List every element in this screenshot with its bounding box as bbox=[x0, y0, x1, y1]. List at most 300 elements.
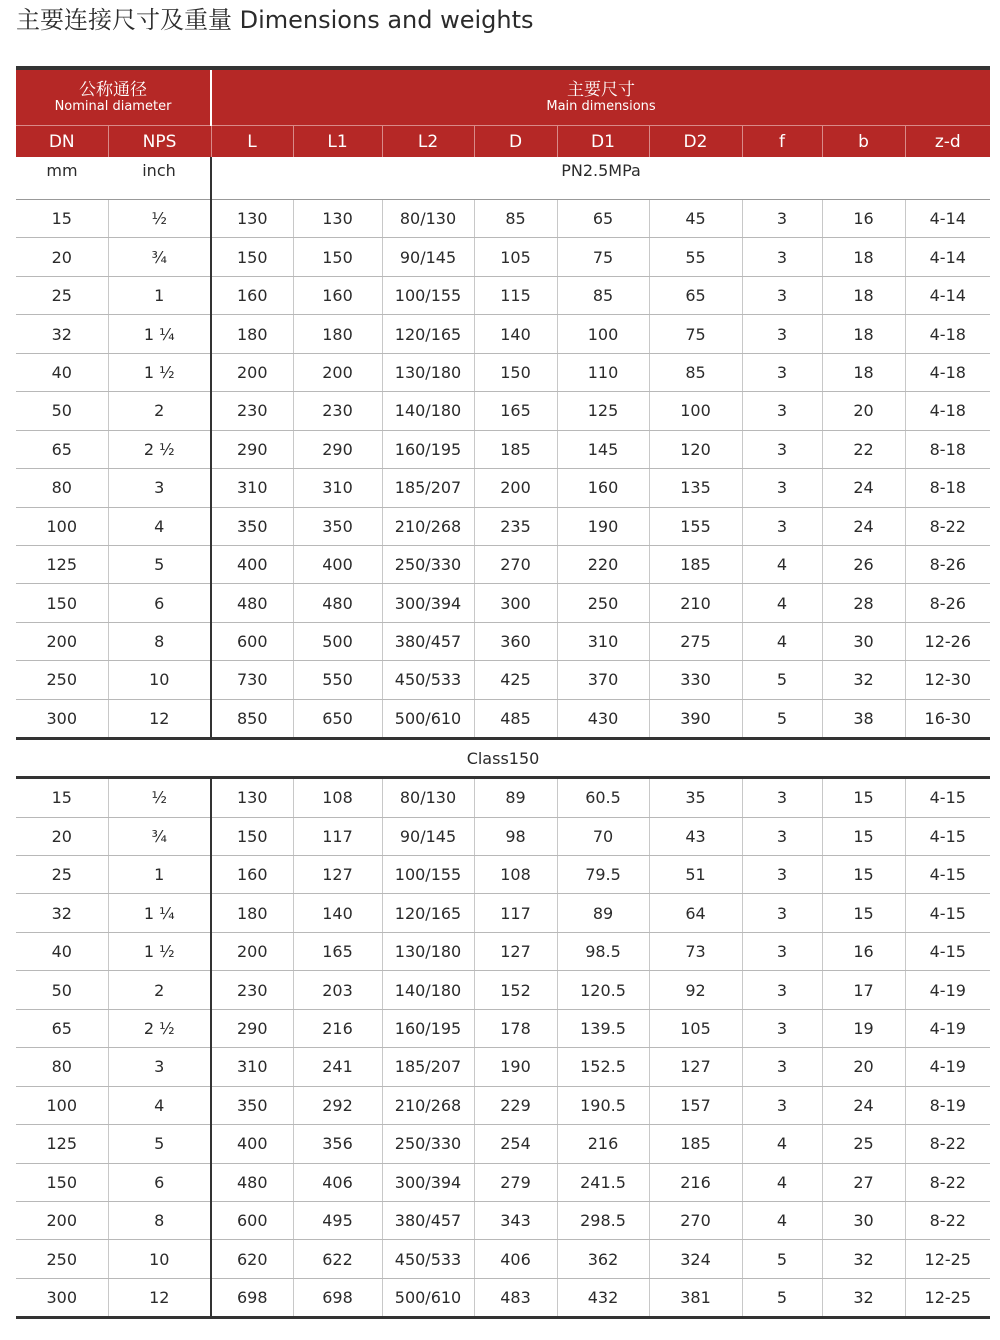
table-cell: 19 bbox=[822, 1009, 905, 1047]
table-cell: 1 ½ bbox=[108, 353, 211, 391]
table-cell: 480 bbox=[293, 584, 382, 622]
table-cell: 4-15 bbox=[905, 894, 990, 932]
table-cell: 3 bbox=[742, 469, 822, 507]
table-cell: 5 bbox=[742, 1240, 822, 1278]
table-row bbox=[16, 584, 990, 622]
table-cell: 16 bbox=[822, 200, 905, 238]
table-cell: 155 bbox=[649, 507, 742, 545]
table-cell: 4 bbox=[742, 622, 822, 660]
table-cell: 500 bbox=[293, 622, 382, 660]
table-cell: 430 bbox=[557, 699, 649, 738]
table-cell: 4-19 bbox=[905, 971, 990, 1009]
table-cell: 65 bbox=[649, 276, 742, 314]
table-cell: 100 bbox=[557, 315, 649, 353]
table-cell: 330 bbox=[649, 661, 742, 699]
table-cell: 310 bbox=[557, 622, 649, 660]
table-cell: 105 bbox=[649, 1009, 742, 1047]
table-cell: 4-19 bbox=[905, 1009, 990, 1047]
table-cell: 165 bbox=[293, 932, 382, 970]
table-cell: 150 bbox=[16, 584, 108, 622]
table-cell: 50 bbox=[16, 971, 108, 1009]
table-cell: 8-18 bbox=[905, 430, 990, 468]
table-cell: 15 bbox=[16, 200, 108, 238]
table-cell: 20 bbox=[16, 817, 108, 855]
table-cell: 180 bbox=[211, 315, 293, 353]
table-cell: ¾ bbox=[108, 817, 211, 855]
table-cell: 24 bbox=[822, 469, 905, 507]
table-cell: 115 bbox=[474, 276, 557, 314]
table-cell: 406 bbox=[474, 1240, 557, 1278]
table-cell: 3 bbox=[742, 200, 822, 238]
table-row bbox=[16, 1125, 990, 1163]
table-cell: 100/155 bbox=[382, 276, 474, 314]
table-cell: 279 bbox=[474, 1163, 557, 1201]
table-cell: 4 bbox=[108, 507, 211, 545]
table-cell: 4 bbox=[742, 1163, 822, 1201]
table-cell: 80 bbox=[16, 469, 108, 507]
nominal-diameter-zh: 公称通径 bbox=[79, 79, 147, 100]
table-cell: 500/610 bbox=[382, 1278, 474, 1317]
table-cell: 135 bbox=[649, 469, 742, 507]
table-cell: 28 bbox=[822, 584, 905, 622]
table-row bbox=[16, 1163, 990, 1201]
table-cell: 3 bbox=[742, 430, 822, 468]
table-cell: 4-19 bbox=[905, 1048, 990, 1086]
table-cell: 18 bbox=[822, 353, 905, 391]
table-cell: 350 bbox=[211, 1086, 293, 1124]
table-cell: 40 bbox=[16, 353, 108, 391]
column-header: z-d bbox=[905, 126, 990, 158]
table-cell: 35 bbox=[649, 778, 742, 817]
table-cell: 230 bbox=[293, 392, 382, 430]
table-cell: 190.5 bbox=[557, 1086, 649, 1124]
table-cell: 8-22 bbox=[905, 1163, 990, 1201]
table-cell: 360 bbox=[474, 622, 557, 660]
nominal-diameter-en: Nominal diameter bbox=[54, 98, 172, 114]
table-cell: 152.5 bbox=[557, 1048, 649, 1086]
table-row bbox=[16, 1009, 990, 1047]
table-cell: 4 bbox=[742, 1125, 822, 1163]
table-row bbox=[16, 622, 990, 660]
table-cell: 483 bbox=[474, 1278, 557, 1317]
table-cell: 450/533 bbox=[382, 1240, 474, 1278]
table-cell: 1 ¼ bbox=[108, 894, 211, 932]
table-cell: 100/155 bbox=[382, 856, 474, 894]
table-row bbox=[16, 238, 990, 276]
table-cell: 32 bbox=[16, 315, 108, 353]
table-cell: 4-18 bbox=[905, 315, 990, 353]
table-cell: 139.5 bbox=[557, 1009, 649, 1047]
table-cell: 73 bbox=[649, 932, 742, 970]
table-cell: 17 bbox=[822, 971, 905, 1009]
table-cell: 495 bbox=[293, 1201, 382, 1239]
table-cell: 4-15 bbox=[905, 856, 990, 894]
table-cell: 105 bbox=[474, 238, 557, 276]
column-header: L bbox=[211, 126, 293, 158]
table-cell: 3 bbox=[742, 971, 822, 1009]
table-cell: 6 bbox=[108, 1163, 211, 1201]
table-cell: 650 bbox=[293, 699, 382, 738]
table-cell: 6 bbox=[108, 584, 211, 622]
table-cell: 450/533 bbox=[382, 661, 474, 699]
table-cell: 250 bbox=[557, 584, 649, 622]
table-cell: 16-30 bbox=[905, 699, 990, 738]
table-cell: 425 bbox=[474, 661, 557, 699]
table-cell: 150 bbox=[211, 817, 293, 855]
units-row bbox=[16, 157, 990, 200]
table-cell: 5 bbox=[108, 545, 211, 583]
table-cell: 117 bbox=[293, 817, 382, 855]
table-cell: 4-15 bbox=[905, 932, 990, 970]
page-title: 主要连接尺寸及重量 Dimensions and weights bbox=[16, 6, 534, 34]
column-header: NPS bbox=[108, 126, 211, 158]
column-header-row bbox=[16, 126, 990, 158]
table-cell: 130 bbox=[293, 200, 382, 238]
table-cell: 1 bbox=[108, 856, 211, 894]
table-cell: 4-18 bbox=[905, 392, 990, 430]
table-cell: 120/165 bbox=[382, 315, 474, 353]
table-cell: 90/145 bbox=[382, 817, 474, 855]
table-row bbox=[16, 507, 990, 545]
table-cell: 500/610 bbox=[382, 699, 474, 738]
table-cell: 185 bbox=[649, 545, 742, 583]
main-dimensions-header bbox=[211, 68, 990, 126]
table-cell: 125 bbox=[16, 1125, 108, 1163]
table-cell: 160/195 bbox=[382, 1009, 474, 1047]
table-cell: 89 bbox=[474, 778, 557, 817]
table-cell: 75 bbox=[557, 238, 649, 276]
table-cell: 18 bbox=[822, 276, 905, 314]
table-cell: 38 bbox=[822, 699, 905, 738]
table-cell: 20 bbox=[822, 1048, 905, 1086]
table-cell: 160 bbox=[557, 469, 649, 507]
table-row bbox=[16, 1201, 990, 1239]
table-row bbox=[16, 1048, 990, 1086]
table-cell: 185/207 bbox=[382, 1048, 474, 1086]
table-cell: 1 bbox=[108, 276, 211, 314]
table-cell: 108 bbox=[474, 856, 557, 894]
table-row bbox=[16, 817, 990, 855]
section-row bbox=[16, 739, 990, 778]
table-cell: 5 bbox=[742, 661, 822, 699]
table-row bbox=[16, 315, 990, 353]
table-cell: 125 bbox=[16, 545, 108, 583]
table-cell: 480 bbox=[211, 584, 293, 622]
table-cell: 550 bbox=[293, 661, 382, 699]
unit-nps: inch bbox=[108, 157, 211, 200]
table-cell: 140 bbox=[474, 315, 557, 353]
table-cell: 200 bbox=[16, 622, 108, 660]
table-cell: 3 bbox=[742, 778, 822, 817]
table-cell: 381 bbox=[649, 1278, 742, 1317]
table-cell: 3 bbox=[742, 1009, 822, 1047]
table-cell: 380/457 bbox=[382, 1201, 474, 1239]
table-cell: 310 bbox=[211, 1048, 293, 1086]
table-cell: 190 bbox=[557, 507, 649, 545]
column-header: L2 bbox=[382, 126, 474, 158]
table-cell: 60.5 bbox=[557, 778, 649, 817]
table-cell: 150 bbox=[16, 1163, 108, 1201]
table-row bbox=[16, 932, 990, 970]
table-cell: 390 bbox=[649, 699, 742, 738]
table-cell: 8 bbox=[108, 1201, 211, 1239]
table-row bbox=[16, 1240, 990, 1278]
column-header: f bbox=[742, 126, 822, 158]
table-cell: 85 bbox=[649, 353, 742, 391]
table-cell: 3 bbox=[742, 276, 822, 314]
table-cell: 2 ½ bbox=[108, 1009, 211, 1047]
table-cell: 20 bbox=[822, 392, 905, 430]
table-cell: 400 bbox=[293, 545, 382, 583]
table-cell: 43 bbox=[649, 817, 742, 855]
table-cell: 300 bbox=[474, 584, 557, 622]
table-row bbox=[16, 661, 990, 699]
table-cell: 5 bbox=[742, 1278, 822, 1317]
table-cell: 12-30 bbox=[905, 661, 990, 699]
table-cell: 3 bbox=[742, 856, 822, 894]
table-cell: 200 bbox=[16, 1201, 108, 1239]
table-cell: 200 bbox=[211, 932, 293, 970]
table-cell: 127 bbox=[649, 1048, 742, 1086]
table-cell: 300/394 bbox=[382, 584, 474, 622]
table-cell: 89 bbox=[557, 894, 649, 932]
table-cell: 32 bbox=[822, 1278, 905, 1317]
table-cell: 117 bbox=[474, 894, 557, 932]
table-cell: 15 bbox=[822, 778, 905, 817]
table-cell: 4-18 bbox=[905, 353, 990, 391]
table-body bbox=[16, 157, 990, 1318]
table-cell: 3 bbox=[108, 1048, 211, 1086]
table-cell: 90/145 bbox=[382, 238, 474, 276]
table-cell: 130 bbox=[211, 200, 293, 238]
table-cell: 157 bbox=[649, 1086, 742, 1124]
table-cell: 30 bbox=[822, 622, 905, 660]
table-cell: 40 bbox=[16, 932, 108, 970]
table-cell: 98 bbox=[474, 817, 557, 855]
table-cell: 250/330 bbox=[382, 545, 474, 583]
table-cell: 145 bbox=[557, 430, 649, 468]
table-cell: 298.5 bbox=[557, 1201, 649, 1239]
table-cell: 300 bbox=[16, 1278, 108, 1317]
table-cell: 2 bbox=[108, 971, 211, 1009]
table-cell: 290 bbox=[211, 430, 293, 468]
table-cell: 250/330 bbox=[382, 1125, 474, 1163]
table-cell: 380/457 bbox=[382, 622, 474, 660]
table-cell: 698 bbox=[293, 1278, 382, 1317]
table-cell: 100 bbox=[16, 1086, 108, 1124]
column-header: L1 bbox=[293, 126, 382, 158]
table-cell: 92 bbox=[649, 971, 742, 1009]
column-header: b bbox=[822, 126, 905, 158]
table-cell: 2 bbox=[108, 392, 211, 430]
table-cell: 620 bbox=[211, 1240, 293, 1278]
table-cell: 200 bbox=[474, 469, 557, 507]
table-cell: 80 bbox=[16, 1048, 108, 1086]
table-row bbox=[16, 856, 990, 894]
table-cell: 150 bbox=[474, 353, 557, 391]
table-cell: 165 bbox=[474, 392, 557, 430]
table-cell: 8-22 bbox=[905, 1125, 990, 1163]
table-cell: 127 bbox=[293, 856, 382, 894]
table-cell: 140 bbox=[293, 894, 382, 932]
table-row bbox=[16, 545, 990, 583]
table-cell: 185 bbox=[474, 430, 557, 468]
table-cell: 18 bbox=[822, 238, 905, 276]
table-row bbox=[16, 778, 990, 817]
table-cell: 241 bbox=[293, 1048, 382, 1086]
table-cell: 160 bbox=[211, 856, 293, 894]
table-cell: 130/180 bbox=[382, 932, 474, 970]
main-dimensions-en: Main dimensions bbox=[546, 98, 656, 114]
table-cell: 362 bbox=[557, 1240, 649, 1278]
table-cell: 400 bbox=[211, 1125, 293, 1163]
table-cell: 15 bbox=[822, 894, 905, 932]
table-cell: 12-25 bbox=[905, 1278, 990, 1317]
table-cell: 130 bbox=[211, 778, 293, 817]
table-cell: 160 bbox=[293, 276, 382, 314]
table-cell: 127 bbox=[474, 932, 557, 970]
table-cell: 3 bbox=[742, 1048, 822, 1086]
table-cell: 65 bbox=[557, 200, 649, 238]
table-row bbox=[16, 430, 990, 468]
table-cell: 22 bbox=[822, 430, 905, 468]
table-cell: 216 bbox=[649, 1163, 742, 1201]
table-cell: 300 bbox=[16, 699, 108, 738]
table-cell: 12-25 bbox=[905, 1240, 990, 1278]
table-cell: 200 bbox=[211, 353, 293, 391]
table-cell: 3 bbox=[742, 238, 822, 276]
table-cell: 324 bbox=[649, 1240, 742, 1278]
table-cell: 1 ½ bbox=[108, 932, 211, 970]
table-row bbox=[16, 971, 990, 1009]
table-cell: 27 bbox=[822, 1163, 905, 1201]
table-cell: 12 bbox=[108, 1278, 211, 1317]
table-cell: 65 bbox=[16, 1009, 108, 1047]
table-cell: 3 bbox=[742, 353, 822, 391]
table-cell: 229 bbox=[474, 1086, 557, 1124]
table-cell: 8 bbox=[108, 622, 211, 660]
table-cell: 8-26 bbox=[905, 545, 990, 583]
table-cell: 2 ½ bbox=[108, 430, 211, 468]
table-cell: 250 bbox=[16, 661, 108, 699]
table-cell: 600 bbox=[211, 1201, 293, 1239]
table-cell: 230 bbox=[211, 971, 293, 1009]
table-cell: 130/180 bbox=[382, 353, 474, 391]
table-cell: 292 bbox=[293, 1086, 382, 1124]
table-cell: 25 bbox=[16, 276, 108, 314]
table-cell: 30 bbox=[822, 1201, 905, 1239]
table-cell: 26 bbox=[822, 545, 905, 583]
table-cell: 220 bbox=[557, 545, 649, 583]
table-cell: 3 bbox=[742, 932, 822, 970]
table-cell: 8-26 bbox=[905, 584, 990, 622]
table-cell: 200 bbox=[293, 353, 382, 391]
table-cell: ¾ bbox=[108, 238, 211, 276]
table-cell: 98.5 bbox=[557, 932, 649, 970]
table-cell: 50 bbox=[16, 392, 108, 430]
table-cell: 65 bbox=[16, 430, 108, 468]
table-cell: 210 bbox=[649, 584, 742, 622]
table-cell: 230 bbox=[211, 392, 293, 430]
table-cell: 400 bbox=[211, 545, 293, 583]
table-cell: 4 bbox=[108, 1086, 211, 1124]
table-cell: 120/165 bbox=[382, 894, 474, 932]
table-row bbox=[16, 353, 990, 391]
table-cell: 12-26 bbox=[905, 622, 990, 660]
table-cell: 120.5 bbox=[557, 971, 649, 1009]
table-row bbox=[16, 469, 990, 507]
table-cell: ½ bbox=[108, 200, 211, 238]
unit-dn: mm bbox=[16, 157, 108, 200]
table-cell: 140/180 bbox=[382, 392, 474, 430]
table-cell: 343 bbox=[474, 1201, 557, 1239]
table-cell: 432 bbox=[557, 1278, 649, 1317]
table-cell: 406 bbox=[293, 1163, 382, 1201]
table-cell: 150 bbox=[293, 238, 382, 276]
table-row bbox=[16, 276, 990, 314]
table-cell: 10 bbox=[108, 1240, 211, 1278]
table-cell: 4-14 bbox=[905, 276, 990, 314]
table-cell: 160/195 bbox=[382, 430, 474, 468]
table-cell: 100 bbox=[16, 507, 108, 545]
table-cell: 32 bbox=[822, 1240, 905, 1278]
table-cell: 290 bbox=[211, 1009, 293, 1047]
table-cell: 8-22 bbox=[905, 1201, 990, 1239]
column-header: D1 bbox=[557, 126, 649, 158]
table-row bbox=[16, 1278, 990, 1317]
table-cell: 310 bbox=[211, 469, 293, 507]
table-cell: 125 bbox=[557, 392, 649, 430]
table-cell: 622 bbox=[293, 1240, 382, 1278]
table-cell: 20 bbox=[16, 238, 108, 276]
table-cell: 370 bbox=[557, 661, 649, 699]
table-cell: 356 bbox=[293, 1125, 382, 1163]
table-cell: 203 bbox=[293, 971, 382, 1009]
table-cell: 698 bbox=[211, 1278, 293, 1317]
table-cell: 24 bbox=[822, 507, 905, 545]
table-cell: 210/268 bbox=[382, 507, 474, 545]
table-row bbox=[16, 1086, 990, 1124]
table-cell: 51 bbox=[649, 856, 742, 894]
section-label-pn: PN2.5MPa bbox=[211, 157, 990, 200]
table-cell: 4-14 bbox=[905, 200, 990, 238]
table-cell: 85 bbox=[474, 200, 557, 238]
table-cell: 8-19 bbox=[905, 1086, 990, 1124]
table-cell: 10 bbox=[108, 661, 211, 699]
table-cell: 15 bbox=[822, 856, 905, 894]
table-cell: 178 bbox=[474, 1009, 557, 1047]
table-cell: 254 bbox=[474, 1125, 557, 1163]
table-cell: 350 bbox=[293, 507, 382, 545]
table-cell: 3 bbox=[742, 894, 822, 932]
table-cell: 216 bbox=[293, 1009, 382, 1047]
nominal-diameter-header bbox=[16, 68, 211, 126]
table-cell: 4-15 bbox=[905, 778, 990, 817]
table-cell: 16 bbox=[822, 932, 905, 970]
table-cell: 180 bbox=[293, 315, 382, 353]
table-cell: 4-14 bbox=[905, 238, 990, 276]
table-cell: 350 bbox=[211, 507, 293, 545]
table-cell: 108 bbox=[293, 778, 382, 817]
table-cell: 210/268 bbox=[382, 1086, 474, 1124]
table-cell: 3 bbox=[108, 469, 211, 507]
table-cell: 180 bbox=[211, 894, 293, 932]
table-cell: 120 bbox=[649, 430, 742, 468]
table-cell: 80/130 bbox=[382, 778, 474, 817]
table-cell: 80/130 bbox=[382, 200, 474, 238]
table-cell: 150 bbox=[211, 238, 293, 276]
table-cell: 15 bbox=[822, 817, 905, 855]
